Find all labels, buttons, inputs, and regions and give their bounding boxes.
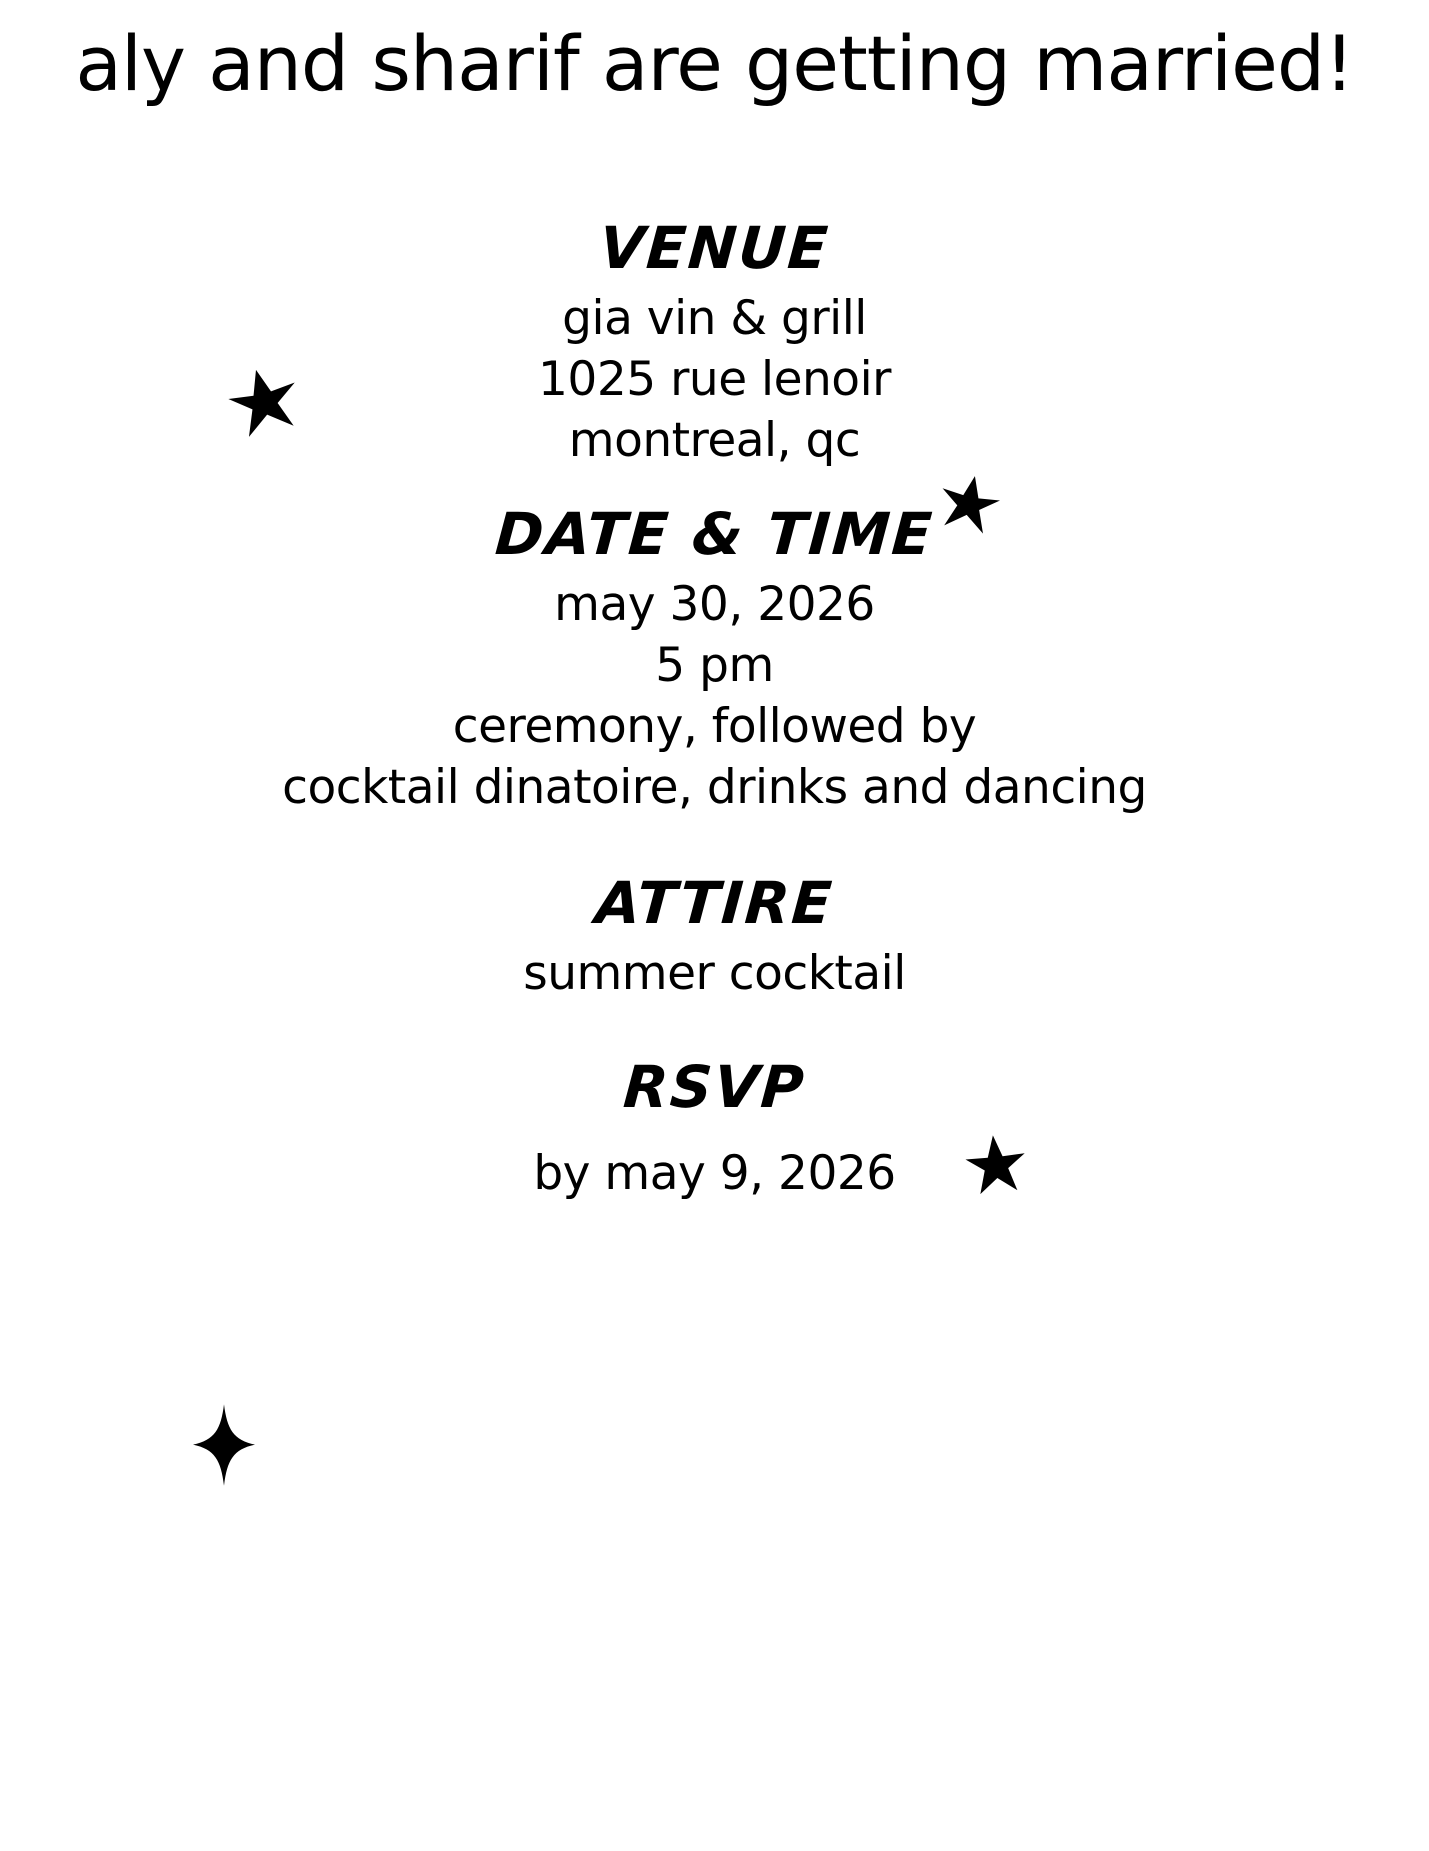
section-attire-lines: [0, 943, 1429, 1004]
section-date-time-lines: [0, 574, 1429, 818]
section-date-time-title: DATE & TIME: [493, 499, 936, 568]
venue-line-1: gia vin & grill: [562, 290, 867, 346]
invitation-body: [0, 215, 1429, 1204]
venue-line-3: montreal, qc: [568, 412, 861, 468]
date-line-4: cocktail dinatoire, drinks and dancing: [282, 759, 1147, 815]
page-title: aly and sharif are getting married!: [75, 19, 1354, 108]
section-attire: [0, 870, 1429, 1004]
section-venue-title: VENUE: [597, 214, 832, 282]
star-icon: [938, 473, 1000, 535]
attire-line-1: summer cocktail: [523, 945, 906, 1001]
section-rsvp-title: RSVP: [621, 1052, 808, 1121]
date-line-2: 5 pm: [655, 637, 774, 693]
star-icon: [965, 1132, 1027, 1198]
spacer-date-time: [0, 818, 1429, 870]
spacer-attire: [0, 1004, 1429, 1054]
sparkle-icon: [193, 1404, 255, 1486]
section-venue: [0, 215, 1429, 471]
spacer-venue: [0, 471, 1429, 501]
rsvp-line-1: by may 9, 2026: [533, 1145, 896, 1201]
date-line-3: ceremony, followed by: [452, 698, 977, 754]
section-rsvp: [0, 1054, 1429, 1204]
section-rsvp-lines: [0, 1143, 1429, 1204]
section-venue-lines: [0, 288, 1429, 471]
section-date-time: [0, 501, 1429, 818]
date-line-1: may 30, 2026: [554, 576, 875, 632]
star-icon: [228, 366, 300, 438]
venue-line-2: 1025 rue lenoir: [538, 351, 891, 407]
section-attire-title: ATTIRE: [593, 869, 836, 938]
